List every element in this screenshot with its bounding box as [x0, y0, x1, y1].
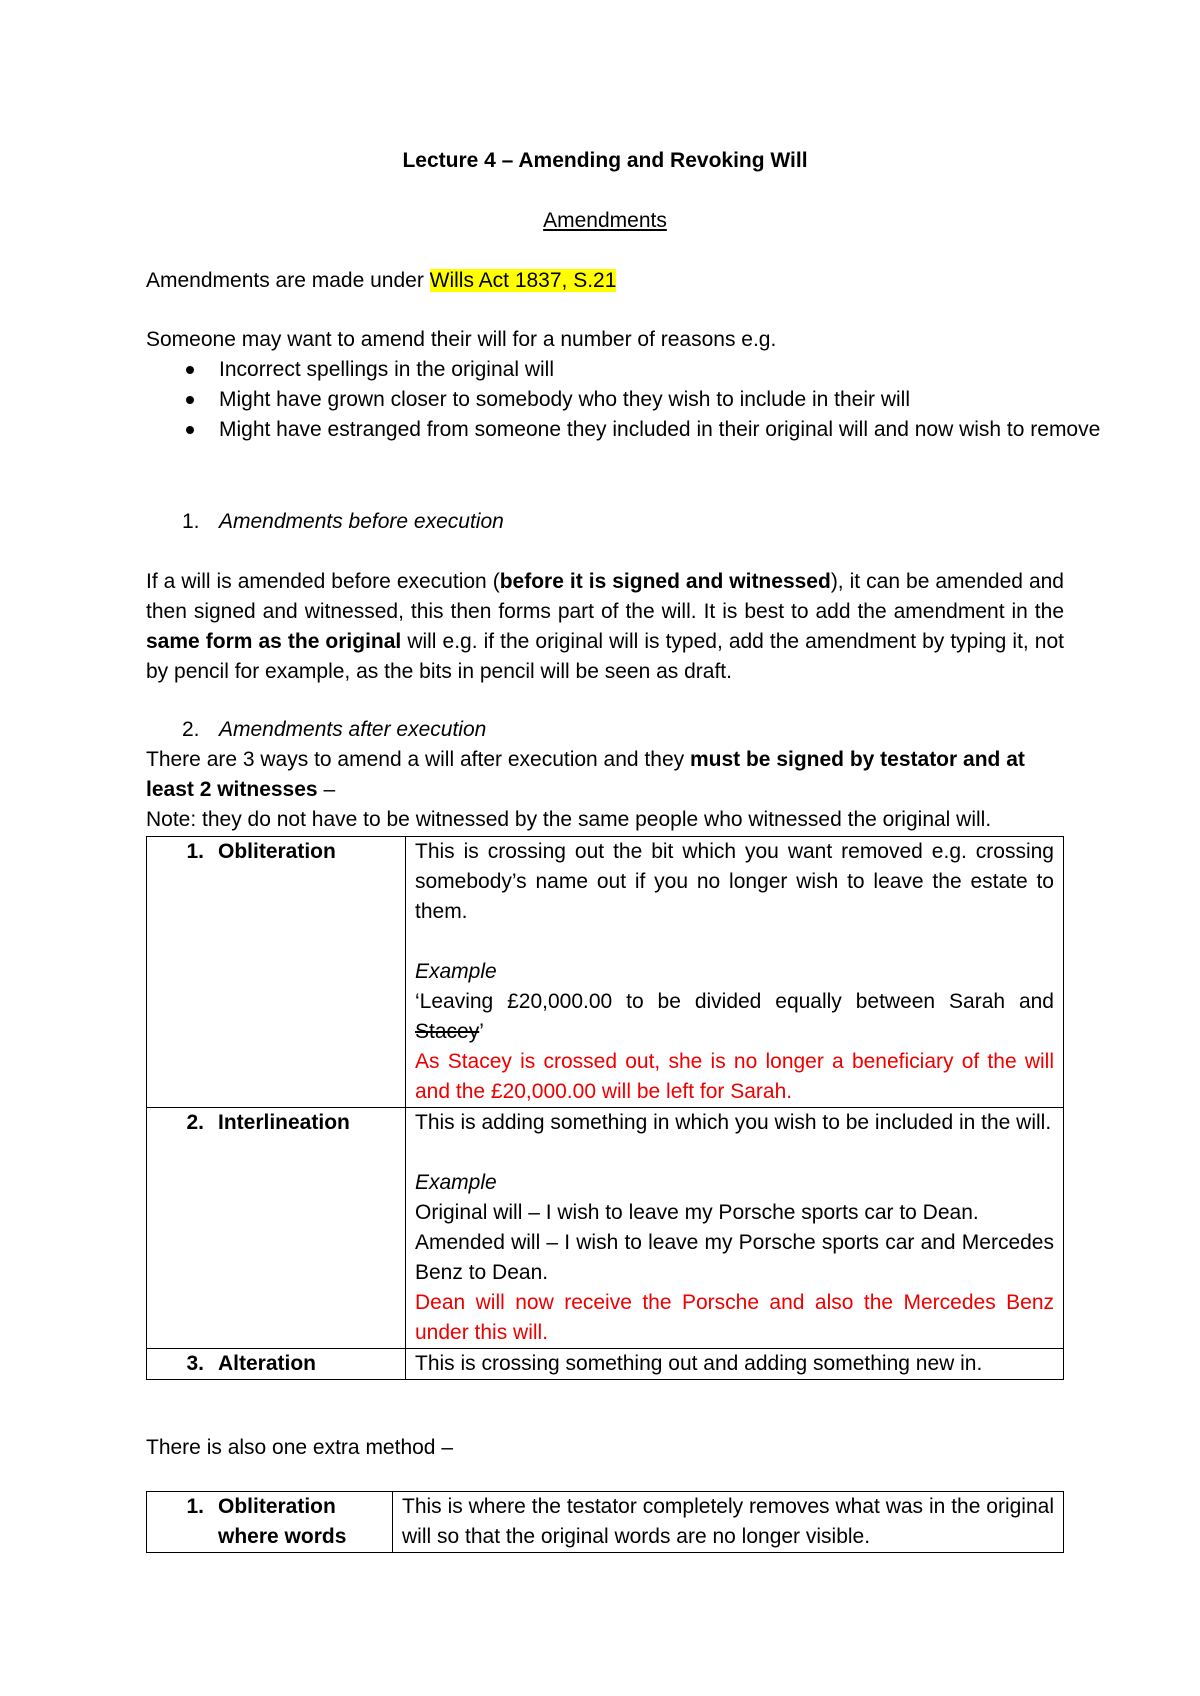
table-cell-description: This is crossing something out and adding something new in.: [406, 1349, 1064, 1380]
reasons-lead: Someone may want to amend their will for a number of reasons e.g.: [146, 328, 777, 351]
section2-heading-text: Amendments after execution: [219, 718, 487, 741]
intro-paragraph: [146, 266, 1064, 296]
example-post: ’: [479, 1020, 484, 1043]
section1-text-b: ), it can be amended and then signed and witnessed, this then forms part of the will. It is best to add the amendment in the: [146, 570, 1064, 623]
table-cell-label: [147, 1349, 406, 1380]
section1-heading-text: Amendments before execution: [219, 510, 504, 533]
red-explanation: As Stacey is crossed out, she is no longer a beneficiary of the will and the £20,000.00 will be left for Sarah.: [415, 1050, 1054, 1103]
section2-text-a: There are 3 ways to amend a will after execution and they: [146, 748, 690, 771]
table-cell-label: [147, 837, 406, 1108]
extra-method-table: [146, 1491, 1064, 1553]
intro-text: Amendments are made under: [146, 269, 430, 292]
table-cell-label: [147, 1492, 393, 1553]
example-label: Example: [415, 960, 497, 983]
struck-name: Stacey: [415, 1020, 480, 1043]
row-description: This is adding something in which you wish to be included in the will.: [415, 1111, 1052, 1134]
example-pre: ‘Leaving £20,000.00 to be divided equally between Sarah and: [415, 990, 1054, 1013]
extra-label-wrap: [156, 1492, 383, 1552]
section2-note: Note: they do not have to be witnessed by the same people who witnessed the original will.: [146, 808, 992, 831]
list-item: Incorrect spellings in the original will: [219, 355, 1137, 385]
table-row: [147, 1349, 1064, 1380]
section-heading-amendments: Amendments: [543, 209, 667, 232]
example-amended: Amended will – I wish to leave my Porsche sports car and Mercedes Benz to Dean.: [415, 1231, 1054, 1284]
section1-text-a: If a will is amended before execution (: [146, 570, 500, 593]
section1-paragraph: [146, 567, 1064, 687]
section1-heading: [146, 507, 1137, 537]
example-label: Example: [415, 1171, 497, 1194]
example-text: [415, 987, 1054, 1047]
list-item: Might have grown closer to somebody who they wish to include in their will: [219, 385, 1137, 415]
red-explanation: Dean will now receive the Porsche and also the Mercedes Benz under this will.: [415, 1291, 1054, 1344]
row-label: Interlineation: [218, 1111, 350, 1134]
amendment-methods-table: [146, 836, 1064, 1380]
table-cell-description: [406, 837, 1064, 1108]
table-cell-label: [147, 1108, 406, 1349]
statute-highlight: Wills Act 1837, S.21: [429, 269, 617, 292]
row-number: 1.: [186, 1495, 204, 1518]
row-number: 2.: [186, 1111, 204, 1134]
section2-number: 2.: [182, 718, 200, 741]
table-row: [147, 1108, 1064, 1349]
table-row: [147, 1492, 1064, 1553]
extra-method-lead: There is also one extra method –: [146, 1436, 454, 1459]
row-number: 1.: [186, 840, 204, 863]
row-number: 3.: [186, 1352, 204, 1375]
list-item: Might have estranged from someone they included in their original will and now wish to remove: [219, 415, 1137, 445]
section1-number: 1.: [182, 510, 200, 533]
section2-text-b: –: [317, 778, 336, 801]
row-description: This is crossing out the bit which you want removed e.g. crossing somebody’s name out if you no longer wish to leave the estate to them.: [415, 840, 1054, 923]
table-cell-description: This is where the testator completely removes what was in the original will so that the original words are no longer visible.: [393, 1492, 1064, 1553]
table-row: [147, 837, 1064, 1108]
table-cell-description: [406, 1108, 1064, 1349]
page-title: Lecture 4 – Amending and Revoking Will: [402, 149, 808, 172]
example-original: Original will – I wish to leave my Porsche sports car to Dean.: [415, 1201, 979, 1224]
reasons-list: [146, 355, 1137, 445]
section2-heading: [146, 715, 1137, 745]
section2-paragraph: [146, 745, 1064, 805]
section1-bold-a: before it is signed and witnessed: [499, 570, 831, 593]
section1-text-c: will e.g. if the original will is typed, add the amendment by typing it, not by pencil for example, as the bits in pencil will be seen as draft.: [146, 630, 1064, 683]
row-label: Alteration: [218, 1352, 317, 1375]
section1-bold-b: same form as the original: [146, 630, 402, 653]
row-label: Obliteration: [218, 840, 336, 863]
row-label: Obliteration where words: [218, 1495, 347, 1548]
section2-bold: must be signed by testator and at least 2 witnesses: [146, 748, 1025, 801]
